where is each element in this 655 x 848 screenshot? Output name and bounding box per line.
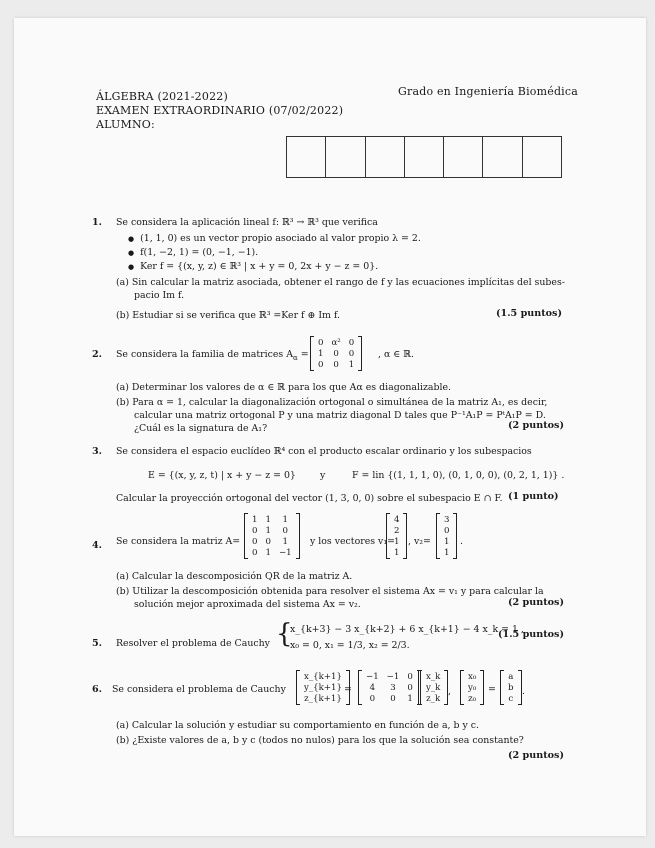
q1-intro: Se considera la aplicación lineal f: ℝ³ → ℝ³ que verifica bbox=[116, 217, 378, 228]
q1-part-b: (b) Estudiar si se verifica que ℝ³ =Ker f ⊕ Im f. bbox=[116, 310, 341, 321]
q1-part-a-line2: pacio Im f. bbox=[134, 290, 185, 301]
q4-vector-v1: 4 2 1 1 bbox=[386, 513, 407, 559]
q5-initial-conditions: x₀ = 0, x₁ = 1/3, x₂ = 2/3. bbox=[290, 640, 410, 651]
q5-intro: Resolver el problema de Cauchy bbox=[116, 638, 270, 649]
q4-intro: Se considera la matriz A= bbox=[116, 536, 241, 547]
q4-part-b-line1: (b) Utilizar la descomposición obtenida para resolver el sistema Ax = v₁ y para calcular la bbox=[116, 586, 544, 597]
q4-v2-label: , v₂= bbox=[408, 536, 431, 547]
q6-init-vector: x₀ y₀ z₀ bbox=[460, 670, 484, 705]
q6-equals-2: = bbox=[488, 684, 496, 695]
q6-values-vector: a b c bbox=[500, 670, 522, 705]
exam-title: EXAMEN EXTRAORDINARIO (07/02/2022) bbox=[96, 104, 344, 117]
q4-points: (2 puntos) bbox=[508, 597, 564, 608]
q6-lhs-vector: x_{k+1} y_{k+1} z_{k+1} bbox=[296, 670, 350, 705]
q2-points: (2 puntos) bbox=[508, 420, 564, 431]
q4-vectors-label: y los vectores v₁= bbox=[310, 536, 395, 547]
q2-part-b-line2: calcular una matriz ortogonal P y una matriz diagonal D tales que P⁻¹A₁P = PᵗA₁P = D. bbox=[134, 410, 546, 421]
degree-title: Grado en Ingeniería Biomédica bbox=[398, 85, 579, 98]
q4-part-a: (a) Calcular la descomposición QR de la matriz A. bbox=[116, 571, 353, 582]
q2-number: 2. bbox=[92, 349, 103, 360]
grade-box[interactable] bbox=[482, 137, 521, 177]
q1-number: 1. bbox=[92, 217, 103, 228]
q1-bullet-3: ● Ker f = {(x, y, z) ∈ ℝ³ | x + y = 0, 2x + y − z = 0}. bbox=[128, 261, 379, 272]
q3-subspace-e: E = {(x, y, z, t) | x + y − z = 0} bbox=[148, 470, 296, 481]
course-title: ÁLGEBRA (2021-2022) bbox=[96, 90, 228, 103]
q3-intro: Se considera el espacio euclídeo ℝ⁴ con el producto escalar ordinario y los subespacios bbox=[116, 446, 532, 457]
q2-part-a: (a) Determinar los valores de α ∈ ℝ para los que Aα es diagonalizable. bbox=[116, 382, 452, 393]
q6-system-matrix: −1 −1 0 4 3 0 0 0 1 bbox=[358, 670, 421, 705]
q1-part-a-line1: (a) Sin calcular la matriz asociada, obtener el rango de f y las ecuaciones implícitas del subes- bbox=[116, 277, 565, 288]
grade-boxes bbox=[286, 136, 562, 178]
grade-box[interactable] bbox=[404, 137, 443, 177]
q2-part-b-line3: ¿Cuál es la signatura de A₁? bbox=[134, 423, 268, 434]
q6-points: (2 puntos) bbox=[508, 750, 564, 761]
q2-part-b-line1: (b) Para α = 1, calcular la diagonalización ortogonal o simultánea de la matriz A₁, es decir, bbox=[116, 397, 548, 408]
q1-points: (1.5 puntos) bbox=[496, 308, 562, 319]
q6-part-b: (b) ¿Existe valores de a, b y c (todos no nulos) para los que la solución sea constante? bbox=[116, 735, 524, 746]
q4-number: 4. bbox=[92, 540, 103, 551]
q6-intro: Se considera el problema de Cauchy bbox=[112, 684, 286, 695]
student-label: ALUMNO: bbox=[96, 118, 155, 131]
exam-page bbox=[14, 18, 646, 836]
q2-matrix: 0 α² 0 1 0 0 0 0 1 bbox=[310, 336, 362, 371]
q4-vector-v2: 3 0 1 1 bbox=[436, 513, 457, 559]
q5-points: (1.5 puntos) bbox=[498, 629, 564, 640]
q1-bullet-1: ● (1, 1, 0) es un vector propio asociado al valor propio λ = 2. bbox=[128, 233, 421, 244]
q4-matrix-a: 1 1 1 0 1 0 0 0 1 0 1 −1 bbox=[244, 513, 300, 559]
q6-part-a: (a) Calcular la solución y estudiar su comportamiento en función de a, b y c. bbox=[116, 720, 479, 731]
q1-bullet-2: ● f(1, −2, 1) = (0, −1, −1). bbox=[128, 247, 259, 258]
q6-number: 6. bbox=[92, 684, 103, 695]
q6-end: . bbox=[522, 686, 525, 697]
q3-and: y bbox=[320, 470, 326, 481]
q4-end: . bbox=[460, 536, 463, 547]
q3-task: Calcular la proyección ortogonal del vector (1, 3, 0, 0) sobre el subespacio E ∩ F. bbox=[116, 493, 503, 504]
grade-box[interactable] bbox=[287, 137, 325, 177]
grade-box[interactable] bbox=[365, 137, 404, 177]
q5-brace: { bbox=[276, 619, 293, 649]
q3-points: (1 punto) bbox=[508, 491, 559, 502]
q2-domain: , α ∈ ℝ. bbox=[378, 349, 414, 360]
grade-box[interactable] bbox=[325, 137, 364, 177]
grade-box[interactable] bbox=[443, 137, 482, 177]
q6-rhs-vector: x_k y_k z_k bbox=[418, 670, 448, 705]
q2-intro: Se considera la familia de matrices $A_\alpha$ = bbox=[116, 349, 309, 362]
q3-subspace-f: F = lin {(1, 1, 1, 0), (0, 1, 0, 0), (0, 2, 1, 1)} . bbox=[352, 470, 565, 481]
q6-comma: , bbox=[448, 686, 451, 697]
q5-recurrence: x_{k+3} − 3 x_{k+2} + 6 x_{k+1} − 4 x_k = 1 , bbox=[290, 624, 524, 635]
q6-equals: = bbox=[344, 684, 352, 695]
q5-number: 5. bbox=[92, 638, 103, 649]
grade-box[interactable] bbox=[522, 137, 561, 177]
q4-part-b-line2: solución mejor aproximada del sistema Ax = v₂. bbox=[134, 599, 361, 610]
q3-number: 3. bbox=[92, 446, 103, 457]
